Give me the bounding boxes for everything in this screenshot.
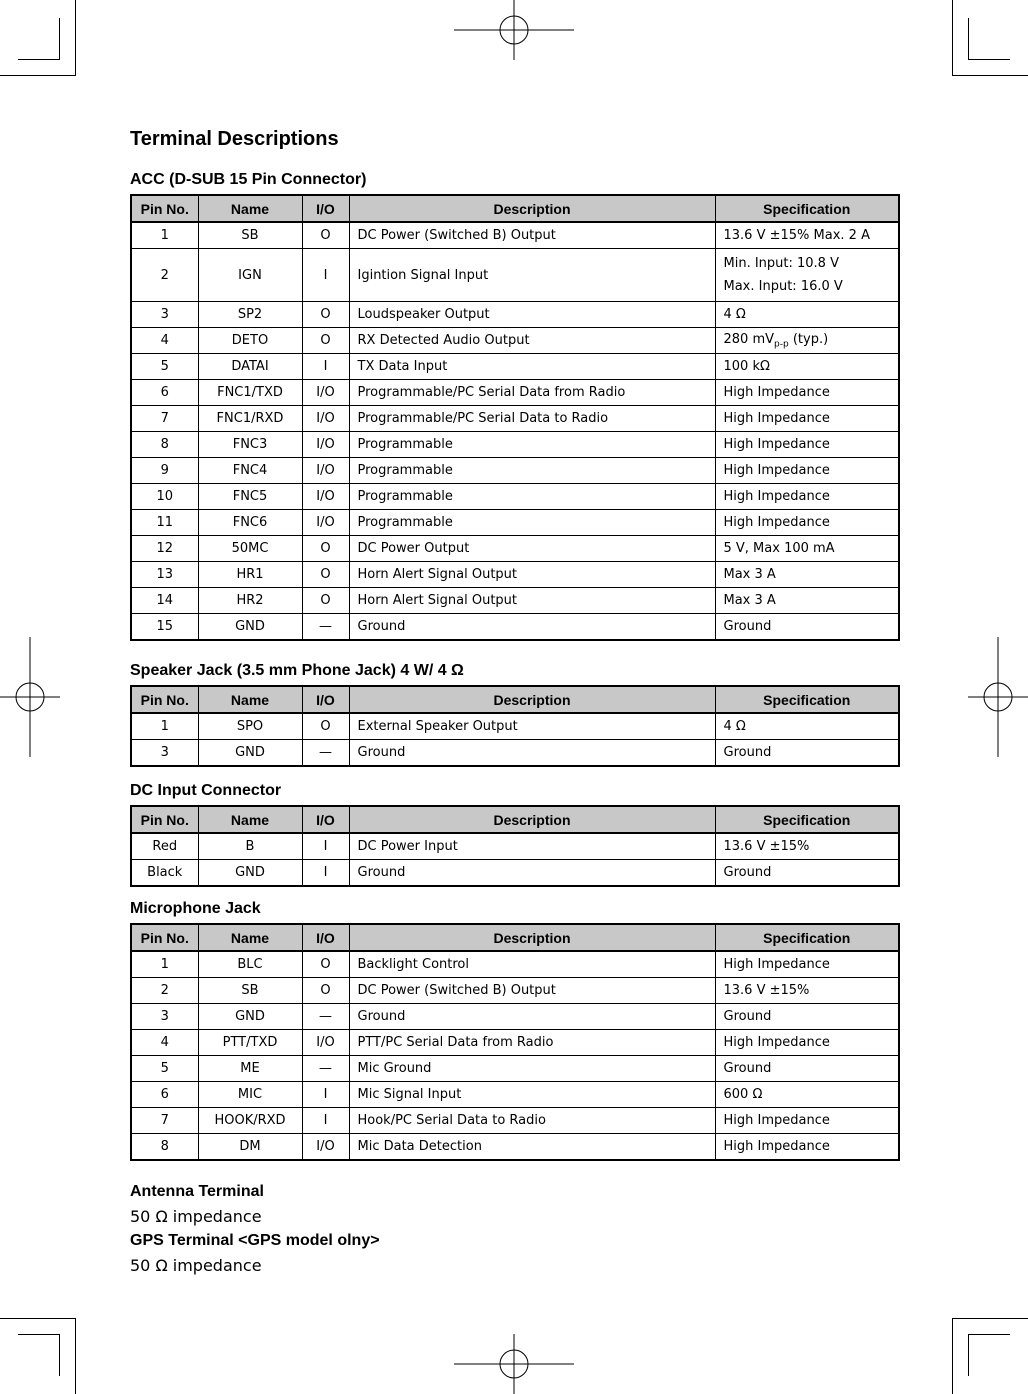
mic-heading: Microphone Jack — [130, 900, 261, 917]
table-header-row — [131, 806, 899, 833]
specification-value-line2: Max. Input: 16.0 V — [723, 279, 843, 294]
specification-value: 5 V, Max 100 mA — [723, 541, 835, 556]
specification-cell — [715, 1056, 899, 1082]
header-specification: Specification — [715, 806, 899, 833]
antenna-impedance: 50 Ω impedance — [130, 1207, 262, 1226]
table-row — [131, 1056, 899, 1082]
table-row — [131, 484, 899, 510]
io-cell: I/O — [302, 380, 349, 406]
table-row — [131, 328, 899, 354]
specification-value: 100 kΩ — [723, 359, 770, 374]
specification-subscript: p-p — [774, 339, 789, 350]
pin-cell: 9 — [131, 458, 198, 484]
pin-cell: 5 — [131, 1056, 198, 1082]
header-specification: Specification — [715, 195, 899, 222]
specification-value: High Impedance — [723, 463, 830, 478]
pin-cell: 13 — [131, 562, 198, 588]
crop-mark-top-left — [75, 0, 76, 76]
pin-cell: 1 — [131, 713, 198, 740]
description-cell: Ground — [349, 614, 715, 641]
name-cell: DATAI — [198, 354, 302, 380]
pin-cell: 8 — [131, 432, 198, 458]
io-cell: O — [302, 222, 349, 249]
header-io: I/O — [302, 924, 349, 951]
name-cell: IGN — [198, 249, 302, 302]
specification-value: Max 3 A — [723, 567, 776, 582]
description-cell: DC Power (Switched B) Output — [349, 222, 715, 249]
io-cell: O — [302, 588, 349, 614]
speaker-heading: Speaker Jack (3.5 mm Phone Jack) 4 W/ 4 Ω — [130, 662, 464, 679]
pin-cell: 3 — [131, 1004, 198, 1030]
specification-cell — [715, 860, 899, 887]
description-cell: Mic Data Detection — [349, 1134, 715, 1161]
table-row — [131, 978, 899, 1004]
io-cell: I/O — [302, 484, 349, 510]
header-description: Description — [349, 924, 715, 951]
specification-value: 13.6 V ±15% Max. 2 A — [723, 228, 870, 243]
pin-cell: 1 — [131, 951, 198, 978]
header-io: I/O — [302, 686, 349, 713]
name-cell: HR1 — [198, 562, 302, 588]
description-cell: Ground — [349, 740, 715, 767]
description-cell: Horn Alert Signal Output — [349, 562, 715, 588]
specification-cell — [715, 1134, 899, 1161]
dc-heading: DC Input Connector — [130, 782, 282, 799]
pin-cell: 11 — [131, 510, 198, 536]
io-cell: I/O — [302, 458, 349, 484]
specification-cell — [715, 302, 899, 328]
header-name: Name — [198, 686, 302, 713]
io-cell: I/O — [302, 510, 349, 536]
description-cell: Loudspeaker Output — [349, 302, 715, 328]
description-cell: Programmable — [349, 432, 715, 458]
specification-cell — [715, 713, 899, 740]
crop-mark-top-left — [59, 18, 60, 59]
table-row — [131, 833, 899, 860]
acc-table — [130, 194, 900, 641]
io-cell: O — [302, 951, 349, 978]
description-cell: RX Detected Audio Output — [349, 328, 715, 354]
table-row — [131, 406, 899, 432]
description-cell: Horn Alert Signal Output — [349, 588, 715, 614]
specification-value: High Impedance — [723, 411, 830, 426]
pin-cell: 12 — [131, 536, 198, 562]
table-row — [131, 432, 899, 458]
description-cell: Backlight Control — [349, 951, 715, 978]
table-row — [131, 1004, 899, 1030]
table-header-row — [131, 195, 899, 222]
specification-suffix: (typ.) — [788, 331, 829, 347]
io-cell: I — [302, 1082, 349, 1108]
name-cell: FNC6 — [198, 510, 302, 536]
crop-mark-bottom-left — [0, 1318, 76, 1319]
table-row — [131, 380, 899, 406]
header-pin: Pin No. — [131, 924, 198, 951]
specification-cell — [715, 740, 899, 767]
registration-mark-right — [968, 637, 1028, 757]
specification-cell — [715, 1108, 899, 1134]
description-cell: Programmable/PC Serial Data from Radio — [349, 380, 715, 406]
specification-value: High Impedance — [723, 1035, 830, 1050]
table-row — [131, 614, 899, 641]
io-cell: I — [302, 833, 349, 860]
name-cell: HR2 — [198, 588, 302, 614]
name-cell: GND — [198, 740, 302, 767]
specification-cell — [715, 1030, 899, 1056]
crop-mark-bottom-left — [18, 1334, 60, 1335]
crop-mark-top-right — [952, 75, 1028, 76]
table-row — [131, 302, 899, 328]
pin-cell: 3 — [131, 740, 198, 767]
table-row — [131, 1030, 899, 1056]
specification-value: Max 3 A — [723, 593, 776, 608]
specification-cell — [715, 484, 899, 510]
specification-cell — [715, 328, 899, 354]
io-cell: I — [302, 354, 349, 380]
description-cell: DC Power (Switched B) Output — [349, 978, 715, 1004]
table-row — [131, 222, 899, 249]
pin-cell: Red — [131, 833, 198, 860]
description-cell: Ground — [349, 860, 715, 887]
table-row — [131, 1082, 899, 1108]
crop-mark-top-left — [18, 59, 60, 60]
header-description: Description — [349, 686, 715, 713]
crop-mark-bottom-right — [968, 1334, 969, 1376]
registration-mark-top — [454, 0, 574, 60]
description-cell: DC Power Output — [349, 536, 715, 562]
name-cell: HOOK/RXD — [198, 1108, 302, 1134]
specification-value: Ground — [723, 1061, 772, 1076]
name-cell: 50MC — [198, 536, 302, 562]
description-cell: Programmable/PC Serial Data to Radio — [349, 406, 715, 432]
table-row — [131, 860, 899, 887]
page-title: Terminal Descriptions — [130, 128, 339, 150]
pin-cell: 4 — [131, 328, 198, 354]
header-name: Name — [198, 195, 302, 222]
io-cell: O — [302, 562, 349, 588]
header-name: Name — [198, 806, 302, 833]
specification-cell — [715, 951, 899, 978]
specification-value: 600 Ω — [723, 1087, 763, 1102]
specification-value: 13.6 V ±15% — [723, 983, 810, 998]
crop-mark-top-left — [0, 75, 76, 76]
header-pin: Pin No. — [131, 195, 198, 222]
crop-mark-bottom-left — [59, 1334, 60, 1376]
name-cell: MIC — [198, 1082, 302, 1108]
crop-mark-top-right — [952, 0, 953, 76]
table-row — [131, 249, 899, 302]
io-cell: I/O — [302, 432, 349, 458]
crop-mark-bottom-left — [75, 1318, 76, 1394]
table-header-row — [131, 686, 899, 713]
pin-cell: 15 — [131, 614, 198, 641]
name-cell: GND — [198, 860, 302, 887]
table-row — [131, 713, 899, 740]
specification-value: High Impedance — [723, 1113, 830, 1128]
specification-cell — [715, 432, 899, 458]
io-cell: — — [302, 740, 349, 767]
specification-cell — [715, 510, 899, 536]
pin-cell: 8 — [131, 1134, 198, 1161]
header-io: I/O — [302, 195, 349, 222]
specification-value: Min. Input: 10.8 V — [723, 256, 839, 271]
table-row — [131, 354, 899, 380]
description-cell: External Speaker Output — [349, 713, 715, 740]
pin-cell: 7 — [131, 1108, 198, 1134]
pin-cell: 4 — [131, 1030, 198, 1056]
specification-value: Ground — [723, 619, 772, 634]
description-cell: TX Data Input — [349, 354, 715, 380]
antenna-heading: Antenna Terminal — [130, 1183, 264, 1200]
specification-value: 13.6 V ±15% — [723, 839, 810, 854]
description-cell: Hook/PC Serial Data to Radio — [349, 1108, 715, 1134]
io-cell: O — [302, 536, 349, 562]
io-cell: O — [302, 328, 349, 354]
io-cell: — — [302, 1004, 349, 1030]
gps-impedance: 50 Ω impedance — [130, 1256, 262, 1275]
io-cell: I/O — [302, 406, 349, 432]
header-name: Name — [198, 924, 302, 951]
io-cell: — — [302, 1056, 349, 1082]
name-cell: DETO — [198, 328, 302, 354]
name-cell: FNC1/RXD — [198, 406, 302, 432]
specification-cell — [715, 1082, 899, 1108]
specification-cell — [715, 978, 899, 1004]
specification-cell — [715, 458, 899, 484]
specification-cell — [715, 249, 899, 302]
name-cell: SB — [198, 222, 302, 249]
pin-cell: Black — [131, 860, 198, 887]
specification-value: Ground — [723, 865, 772, 880]
pin-cell: 2 — [131, 249, 198, 302]
name-cell: SP2 — [198, 302, 302, 328]
name-cell: BLC — [198, 951, 302, 978]
header-io: I/O — [302, 806, 349, 833]
description-cell: Igintion Signal Input — [349, 249, 715, 302]
header-description: Description — [349, 195, 715, 222]
specification-cell — [715, 380, 899, 406]
pin-cell: 1 — [131, 222, 198, 249]
pin-cell: 3 — [131, 302, 198, 328]
mic-table — [130, 923, 900, 1161]
name-cell: GND — [198, 614, 302, 641]
io-cell: I — [302, 860, 349, 887]
crop-mark-bottom-right — [952, 1318, 953, 1394]
description-cell: PTT/PC Serial Data from Radio — [349, 1030, 715, 1056]
dc-table — [130, 805, 900, 887]
specification-cell — [715, 222, 899, 249]
pin-cell: 6 — [131, 380, 198, 406]
name-cell: FNC1/TXD — [198, 380, 302, 406]
name-cell: B — [198, 833, 302, 860]
specification-cell — [715, 536, 899, 562]
crop-mark-bottom-right — [952, 1318, 1028, 1319]
registration-mark-left — [0, 637, 60, 757]
specification-cell — [715, 1004, 899, 1030]
header-pin: Pin No. — [131, 806, 198, 833]
description-cell: Mic Signal Input — [349, 1082, 715, 1108]
header-specification: Specification — [715, 686, 899, 713]
table-header-row — [131, 924, 899, 951]
registration-mark-bottom — [454, 1334, 574, 1394]
specification-value: High Impedance — [723, 515, 830, 530]
name-cell: FNC3 — [198, 432, 302, 458]
pin-cell: 2 — [131, 978, 198, 1004]
description-cell: Programmable — [349, 484, 715, 510]
table-row — [131, 510, 899, 536]
table-row — [131, 951, 899, 978]
specification-value: High Impedance — [723, 1139, 830, 1154]
description-cell: DC Power Input — [349, 833, 715, 860]
specification-cell — [715, 614, 899, 641]
crop-mark-top-right — [968, 59, 1010, 60]
specification-value: Ground — [723, 1009, 772, 1024]
specification-value: High Impedance — [723, 437, 830, 452]
name-cell: SPO — [198, 713, 302, 740]
acc-heading: ACC (D-SUB 15 Pin Connector) — [130, 171, 367, 188]
io-cell: O — [302, 713, 349, 740]
name-cell: SB — [198, 978, 302, 1004]
crop-mark-bottom-right — [968, 1334, 1010, 1335]
specification-value: High Impedance — [723, 957, 830, 972]
table-row — [131, 562, 899, 588]
pin-cell: 6 — [131, 1082, 198, 1108]
name-cell: ME — [198, 1056, 302, 1082]
table-row — [131, 1108, 899, 1134]
name-cell: FNC5 — [198, 484, 302, 510]
io-cell: I/O — [302, 1030, 349, 1056]
specification-value: 280 mV — [723, 331, 775, 347]
name-cell: PTT/TXD — [198, 1030, 302, 1056]
io-cell: I/O — [302, 1134, 349, 1161]
description-cell: Programmable — [349, 458, 715, 484]
header-description: Description — [349, 806, 715, 833]
pin-cell: 14 — [131, 588, 198, 614]
specification-value: High Impedance — [723, 385, 830, 400]
header-pin: Pin No. — [131, 686, 198, 713]
description-cell: Ground — [349, 1004, 715, 1030]
speaker-table — [130, 685, 900, 767]
pin-cell: 7 — [131, 406, 198, 432]
gps-heading: GPS Terminal <GPS model olny> — [130, 1232, 380, 1249]
specification-value: Ground — [723, 745, 772, 760]
table-row — [131, 458, 899, 484]
description-cell: Mic Ground — [349, 1056, 715, 1082]
name-cell: FNC4 — [198, 458, 302, 484]
header-specification: Specification — [715, 924, 899, 951]
specification-cell — [715, 406, 899, 432]
io-cell: — — [302, 614, 349, 641]
name-cell: DM — [198, 1134, 302, 1161]
pin-cell: 10 — [131, 484, 198, 510]
specification-value: High Impedance — [723, 489, 830, 504]
specification-value: 4 Ω — [723, 307, 746, 322]
table-row — [131, 536, 899, 562]
name-cell: GND — [198, 1004, 302, 1030]
specification-cell — [715, 833, 899, 860]
specification-cell — [715, 354, 899, 380]
table-row — [131, 1134, 899, 1161]
table-row — [131, 588, 899, 614]
table-row — [131, 740, 899, 767]
io-cell: I — [302, 1108, 349, 1134]
specification-cell — [715, 588, 899, 614]
io-cell: I — [302, 249, 349, 302]
description-cell: Programmable — [349, 510, 715, 536]
specification-cell — [715, 562, 899, 588]
io-cell: O — [302, 302, 349, 328]
io-cell: O — [302, 978, 349, 1004]
specification-value: 4 Ω — [723, 719, 746, 734]
crop-mark-top-right — [968, 18, 969, 59]
pin-cell: 5 — [131, 354, 198, 380]
